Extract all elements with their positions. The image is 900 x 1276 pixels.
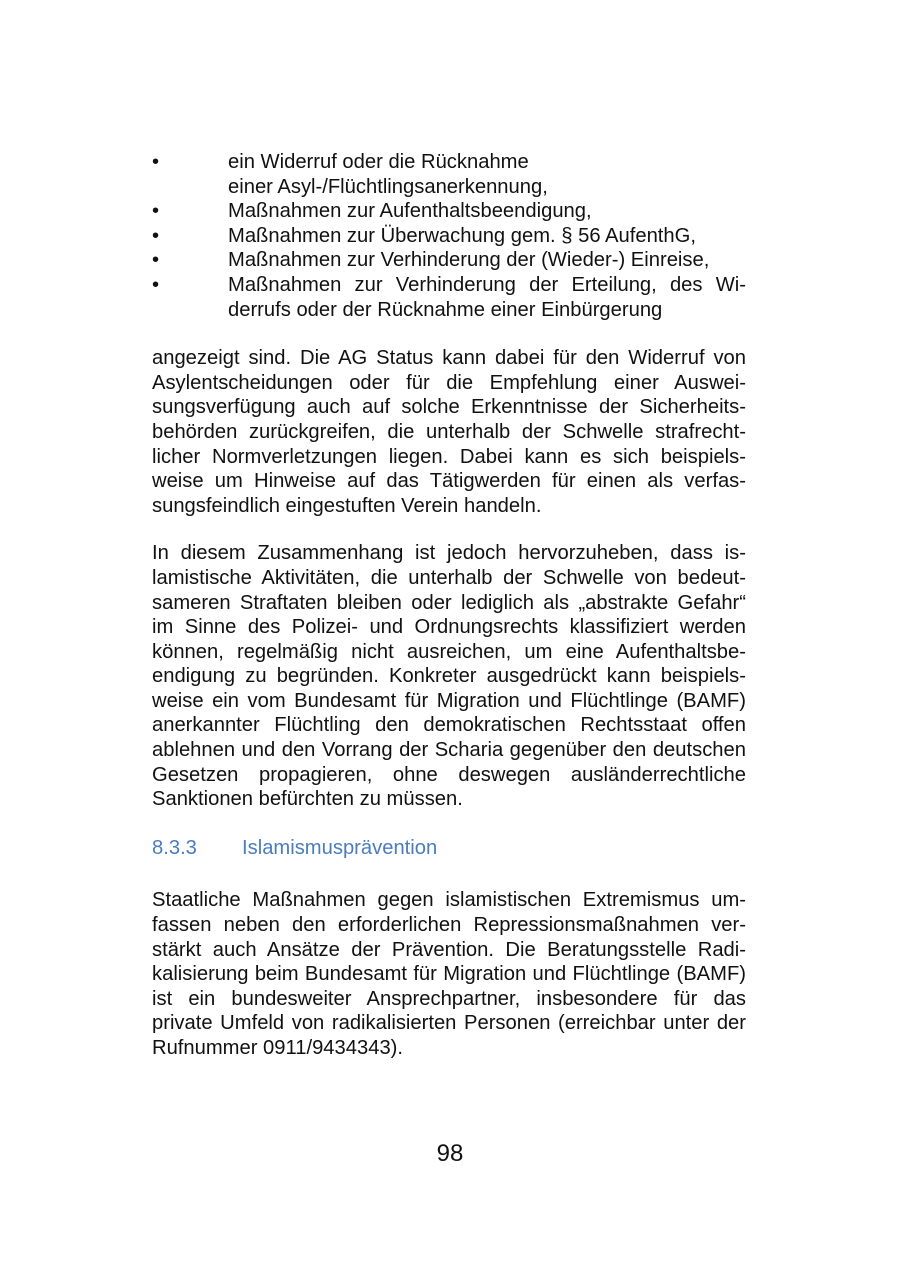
- page-number: 98: [436, 1140, 464, 1167]
- list-item: [152, 150, 746, 199]
- section-heading: [152, 836, 746, 861]
- list-item-text: Maßnahmen zur Verhinderung der (Wieder-) Einreise,: [228, 249, 710, 272]
- list-item-text-line-1: ein Widerruf oder die Rücknahme: [228, 151, 529, 173]
- section-number: 8.3.3: [152, 836, 197, 859]
- bullet-symbol: •: [152, 224, 160, 247]
- paragraph-asylum-revocation: angezeigt sind. Die AG Status kann dabei für den Widerruf von Asylentscheidungen oder für die Empfehlung einer Ausweisungsverfügung auch auf solche Erkenntnisse der Sicherheitsbehörden zurückgreifen, die unterhalb der Schwelle strafrechtlicher Normverletzungen liegen. Dabei kann es sich beispielsweise um Hinweise auf das Tätigwerden für einen als verfassungsfeindlich eingestuften Verein handeln.: [152, 347, 746, 517]
- bullet-symbol: •: [152, 249, 160, 272]
- bullet-symbol: •: [152, 273, 160, 296]
- section-title: Islamismusprävention: [242, 836, 438, 859]
- bullet-symbol: •: [152, 151, 160, 173]
- list-item-text: Maßnahmen zur Aufenthaltsbeendigung,: [228, 200, 592, 223]
- paragraph-prevention: Staatliche Maßnahmen gegen islamistischen Extremismus umfassen neben den erforderlichen Repressionsmaßnahmen verstärkt auch Ansätze der Prävention. Die Beratungsstelle Radikalisierung beim Bundesamt für Migration und Flüchtlinge (BAMF) ist ein bundesweiter Ansprechpartner, insbesondere für das private Umfeld von radikalisierten Personen (erreichbar unter der Rufnummer 0911/9434343).: [152, 889, 746, 1059]
- list-item: [152, 273, 746, 322]
- page-content: [152, 150, 746, 1061]
- list-item-text: Maßnahmen zur Verhinderung der Erteilung, des Widerrufs oder der Rücknahme einer Einbürgerung: [228, 273, 746, 321]
- paragraph-islamist-activities: In diesem Zusammenhang ist jedoch hervorzuheben, dass islamistische Aktivitäten, die unterhalb der Schwelle von bedeutsameren Straftaten bleiben oder lediglich als „abstrakte Gefahr“ im Sinne des Polizei- und Ordnungsrechts klassifiziert werden können, regelmäßig nicht ausreichen, um eine Aufenthaltsbeendigung zu begründen. Konkreter ausgedrückt kann beispielsweise ein vom Bundesamt für Migration und Flüchtlinge (BAMF) anerkannter Flüchtling den demokratischen Rechtsstaat offen ablehnen und den Vorrang der Scharia gegenüber den deutschen Gesetzen propagieren, ohne deswegen ausländerrechtliche Sanktionen befürchten zu müssen.: [152, 542, 746, 811]
- list-item: [152, 199, 746, 224]
- list-item: [152, 224, 746, 249]
- list-item-text: Maßnahmen zur Überwachung gem. § 56 AufenthG,: [228, 224, 696, 247]
- list-item: [152, 248, 746, 273]
- list-item-text-line-2: einer Asyl-/Flüchtlingsanerkennung,: [228, 175, 548, 198]
- bullet-symbol: •: [152, 200, 160, 223]
- bullet-list: [152, 150, 746, 322]
